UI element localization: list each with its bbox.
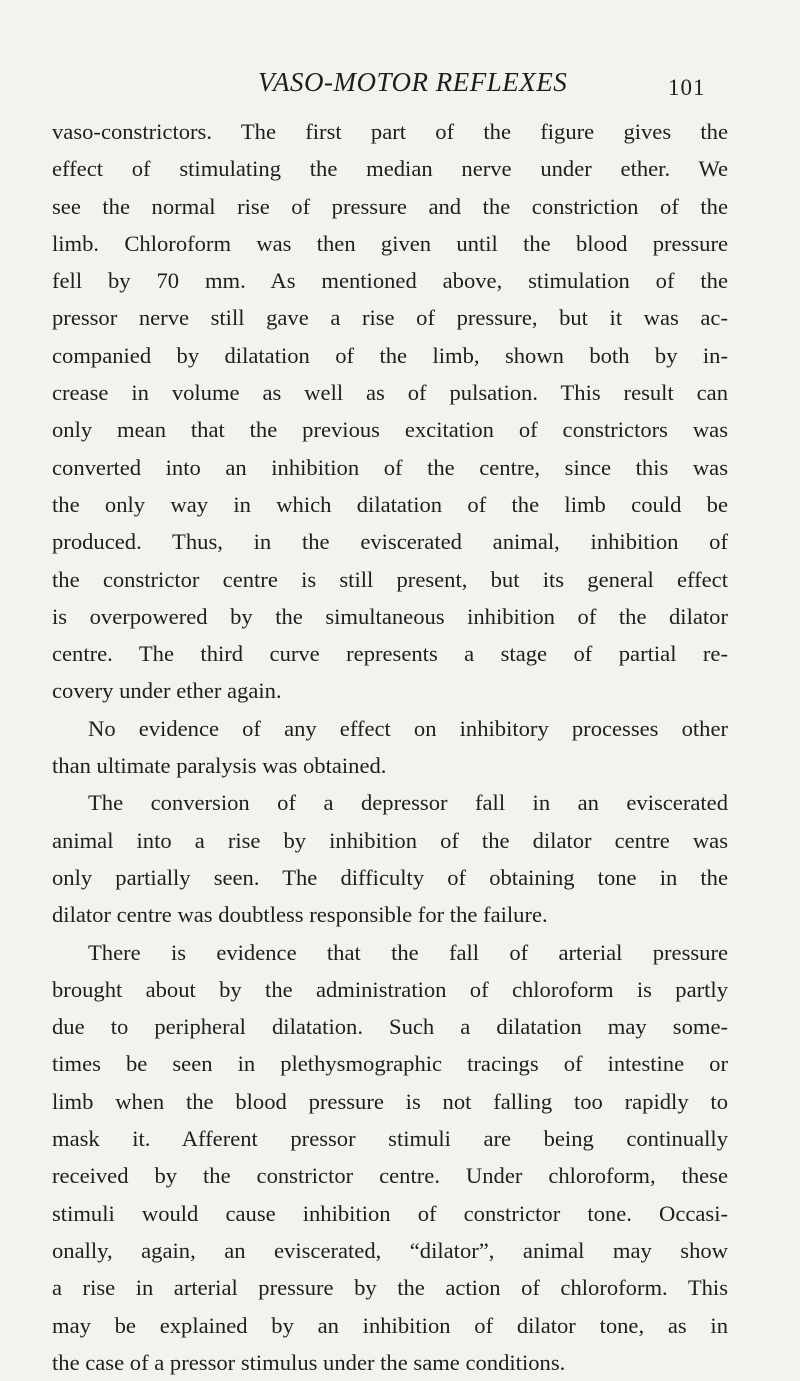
- running-head: VASO-MOTOR REFLEXES: [258, 67, 568, 97]
- text-line: The conversion of a depressor fall in an eviscerated: [88, 790, 728, 816]
- text-line: pressor nerve still gave a rise of pressure, but it was ac-: [52, 305, 728, 331]
- text-line: the only way in which dilatation of the limb could be: [52, 491, 728, 517]
- text-line: vaso-constrictors. The first part of the figure gives the: [52, 119, 728, 144]
- text-line: crease in volume as well as of pulsation. This result can: [52, 380, 728, 406]
- text-line: stimuli would cause inhibition of constrictor tone. Occasi-: [52, 1200, 728, 1226]
- text-line: the case of a pressor stimulus under the same conditions.: [52, 1349, 566, 1375]
- text-line: only partially seen. The difficulty of obtaining tone in the: [52, 864, 728, 890]
- text-line: limb when the blood pressure is not falling too rapidly to: [52, 1088, 728, 1114]
- text-line: only mean that the previous excitation of constrictors was: [52, 417, 728, 443]
- text-line: produced. Thus, in the eviscerated animal, inhibition of: [52, 529, 728, 555]
- text-line: brought about by the administration of chloroform is partly: [52, 976, 728, 1002]
- text-line: converted into an inhibition of the centre, since this was: [52, 454, 728, 480]
- text-line: times be seen in plethysmographic tracings of intestine or: [52, 1051, 728, 1077]
- text-line: the constrictor centre is still present, but its general effect: [52, 566, 728, 592]
- text-line: onally, again, an eviscerated, “dilator”, animal may show: [52, 1237, 728, 1263]
- text-line: limb. Chloroform was then given until the blood pressure: [52, 230, 728, 256]
- page-number: 101: [668, 75, 706, 100]
- text-line: may be explained by an inhibition of dilator tone, as in: [52, 1312, 728, 1338]
- text-line: is overpowered by the simultaneous inhibition of the dilator: [52, 603, 728, 629]
- text-line: There is evidence that the fall of arterial pressure: [88, 939, 728, 965]
- text-line: centre. The third curve represents a stage of partial re-: [52, 641, 728, 667]
- page-header: [0, 62, 800, 102]
- text-line: dilator centre was doubtless responsible for the failure.: [52, 902, 548, 928]
- text-line: than ultimate paralysis was obtained.: [52, 753, 387, 779]
- body-text: [52, 113, 728, 1381]
- text-line: No evidence of any effect on inhibitory processes other: [88, 715, 728, 741]
- text-line: see the normal rise of pressure and the constriction of the: [52, 193, 728, 219]
- text-line: effect of stimulating the median nerve under ether. We: [52, 156, 728, 182]
- text-line: due to peripheral dilatation. Such a dilatation may some-: [52, 1014, 728, 1040]
- text-line: companied by dilatation of the limb, shown both by in-: [52, 342, 728, 368]
- text-line: fell by 70 mm. As mentioned above, stimulation of the: [52, 268, 728, 294]
- text-line: received by the constrictor centre. Under chloroform, these: [52, 1163, 728, 1189]
- text-line: animal into a rise by inhibition of the dilator centre was: [52, 827, 728, 853]
- text-line: a rise in arterial pressure by the action of chloroform. This: [52, 1275, 728, 1301]
- text-line: covery under ether again.: [52, 678, 282, 704]
- text-line: mask it. Afferent pressor stimuli are being continually: [52, 1126, 728, 1152]
